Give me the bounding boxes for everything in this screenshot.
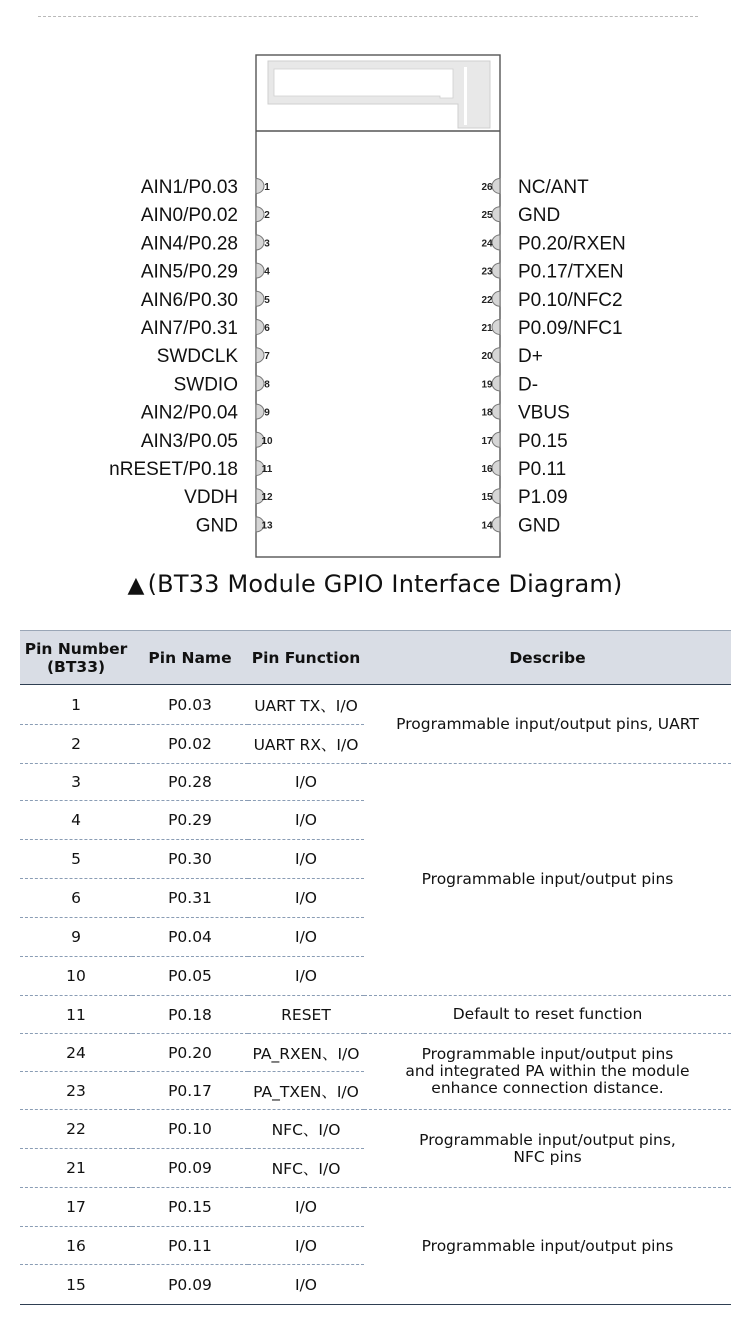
description-line: Default to reset function	[452, 1005, 643, 1023]
pin-label: nRESET/P0.18	[109, 459, 238, 480]
pin-label: NC/ANT	[518, 177, 589, 198]
pin-label: AIN7/P0.31	[140, 318, 238, 339]
left-pin	[141, 290, 270, 311]
triangle-up-icon: ▲	[127, 573, 145, 598]
pin-number: 23	[481, 266, 493, 278]
cell-pin-number: 6	[20, 879, 132, 918]
pin-label: P0.11	[518, 459, 567, 480]
cell-pin-name: P0.10	[132, 1110, 248, 1149]
header-pin-number	[20, 631, 132, 685]
cell-pin-name: P0.02	[132, 725, 248, 764]
cell-pin-number: 3	[20, 764, 132, 801]
cell-pin-name: P0.09	[132, 1149, 248, 1188]
pin-number: 12	[261, 492, 273, 504]
pin-number: 18	[481, 407, 493, 419]
pin-number: 8	[264, 379, 270, 391]
header-pin-name: Pin Name	[132, 631, 248, 685]
header-describe: Describe	[364, 631, 731, 685]
cell-description	[364, 1110, 731, 1188]
description-line: Programmable input/output pins	[421, 1045, 674, 1063]
description-line: NFC pins	[513, 1147, 582, 1166]
pin-label: P1.09	[518, 487, 568, 509]
pin-label: P0.17/TXEN	[518, 261, 624, 283]
table-row	[20, 996, 731, 1034]
cell-pin-number: 21	[20, 1149, 132, 1188]
pin-number: 17	[481, 435, 493, 447]
cell-pin-function: I/O	[248, 764, 364, 801]
description-line: enhance connection distance.	[431, 1079, 664, 1097]
pin-label: GND	[518, 205, 561, 227]
right-pin	[481, 262, 623, 283]
pin-label: AIN0/P0.02	[140, 205, 238, 227]
cell-pin-function: I/O	[248, 1265, 364, 1305]
pin-label: AIN1/P0.03	[140, 177, 238, 198]
pin-number: 10	[261, 435, 273, 447]
table-row	[20, 1034, 731, 1072]
table-row	[20, 764, 731, 801]
caption-text: (BT33 Module GPIO Interface Diagram)	[147, 570, 623, 598]
cell-pin-number: 22	[20, 1110, 132, 1149]
pin-number: 14	[481, 520, 493, 532]
pin-number: 2	[264, 210, 270, 222]
pin-label: SWDCLK	[156, 346, 238, 368]
cell-pin-name: P0.28	[132, 764, 248, 801]
cell-pin-number: 1	[20, 685, 132, 725]
pin-label: GND	[195, 515, 238, 537]
header-pin-function: Pin Function	[248, 631, 364, 685]
cell-pin-function: I/O	[248, 801, 364, 840]
pin-label: P0.20/RXEN	[518, 233, 626, 255]
cell-pin-number: 11	[20, 996, 132, 1034]
pin-number: 19	[481, 379, 493, 391]
pin-label: GND	[518, 515, 561, 537]
cell-pin-function: NFC、I/O	[248, 1110, 364, 1149]
left-pin-column	[109, 177, 273, 536]
cell-description	[364, 1188, 731, 1305]
cell-pin-function: I/O	[248, 840, 364, 879]
cell-pin-number: 9	[20, 918, 132, 957]
cell-pin-number: 16	[20, 1227, 132, 1265]
right-pin	[481, 290, 622, 311]
pin-number: 11	[261, 464, 273, 475]
table-row	[20, 685, 731, 725]
pin-number: 1	[264, 182, 270, 193]
table-header-row	[20, 631, 731, 685]
pin-number: 16	[481, 464, 493, 475]
pin-table	[20, 630, 731, 1305]
cell-pin-number: 4	[20, 801, 132, 840]
cell-description	[364, 764, 731, 996]
cell-pin-function: I/O	[248, 879, 364, 918]
cell-pin-name: P0.17	[132, 1072, 248, 1110]
description-line: Programmable input/output pins	[421, 870, 674, 888]
pin-label: AIN6/P0.30	[140, 289, 238, 311]
left-pin	[141, 262, 270, 283]
pin-label: AIN4/P0.28	[140, 233, 238, 255]
pin-label: AIN5/P0.29	[140, 261, 238, 283]
right-pin-column	[481, 177, 625, 536]
cell-pin-name: P0.05	[132, 957, 248, 996]
left-pin	[141, 403, 270, 424]
pin-label: AIN2/P0.04	[140, 402, 238, 424]
description-line: and integrated PA within the module	[405, 1062, 690, 1080]
cell-description	[364, 996, 731, 1034]
pin-label: P0.09/NFC1	[518, 318, 623, 339]
pin-label: P0.15	[518, 430, 568, 452]
cell-pin-name: P0.29	[132, 801, 248, 840]
cell-pin-number: 23	[20, 1072, 132, 1110]
right-pin	[481, 318, 622, 339]
cell-pin-name: P0.20	[132, 1034, 248, 1072]
cell-description	[364, 1034, 731, 1110]
cell-pin-function: PA_RXEN、I/O	[248, 1034, 364, 1072]
pin-number: 25	[481, 210, 493, 222]
left-pin	[141, 205, 270, 226]
pin-label: AIN3/P0.05	[140, 430, 238, 452]
cell-pin-function: RESET	[248, 996, 364, 1034]
cell-pin-number: 24	[20, 1034, 132, 1072]
cell-pin-number: 5	[20, 840, 132, 879]
pin-number: 5	[264, 294, 270, 306]
pin-number: 24	[481, 238, 493, 250]
left-pin	[141, 177, 270, 198]
header-pin-number-sub: (BT33)	[46, 657, 106, 676]
cell-description	[364, 685, 731, 764]
pin-number: 20	[481, 351, 493, 363]
cell-pin-function: I/O	[248, 1227, 364, 1265]
cell-pin-number: 2	[20, 725, 132, 764]
pin-number: 6	[264, 323, 270, 334]
pin-label: P0.10/NFC2	[518, 289, 623, 311]
cell-pin-name: P0.11	[132, 1227, 248, 1265]
pin-number: 7	[264, 351, 270, 363]
diagram-caption	[0, 570, 750, 598]
pin-number: 13	[261, 520, 273, 532]
pin-label: D+	[518, 346, 543, 368]
cell-pin-number: 17	[20, 1188, 132, 1227]
table-row	[20, 1110, 731, 1149]
module-pinout-diagram	[0, 0, 750, 565]
description-line: Programmable input/output pins, UART	[396, 714, 699, 733]
left-pin	[141, 431, 273, 452]
pin-number: 21	[481, 323, 493, 334]
pin-label: VBUS	[518, 402, 570, 424]
cell-pin-function: UART RX、I/O	[248, 725, 364, 764]
cell-pin-name: P0.09	[132, 1265, 248, 1305]
pin-label: VDDH	[184, 487, 238, 509]
table-row	[20, 1188, 731, 1227]
pin-number: 3	[264, 238, 270, 250]
pin-number: 26	[481, 182, 493, 193]
cell-pin-name: P0.18	[132, 996, 248, 1034]
pin-number: 15	[481, 492, 493, 504]
header-pin-number-label: Pin Number	[24, 639, 128, 658]
pin-number: 9	[264, 407, 270, 419]
left-pin	[157, 346, 271, 367]
cell-pin-function: I/O	[248, 957, 364, 996]
cell-pin-name: P0.15	[132, 1188, 248, 1227]
right-pin	[481, 233, 625, 254]
cell-pin-function: UART TX、I/O	[248, 685, 364, 725]
pin-label: D-	[518, 374, 539, 396]
left-pin	[141, 233, 270, 254]
description-line: Programmable input/output pins,	[419, 1130, 676, 1149]
pin-number: 4	[264, 266, 270, 278]
pin-label: SWDIO	[173, 374, 238, 396]
cell-pin-number: 15	[20, 1265, 132, 1305]
cell-pin-function: PA_TXEN、I/O	[248, 1072, 364, 1110]
left-pin	[109, 459, 273, 480]
cell-pin-name: P0.03	[132, 685, 248, 725]
cell-pin-function: I/O	[248, 918, 364, 957]
cell-pin-function: NFC、I/O	[248, 1149, 364, 1188]
cell-pin-name: P0.31	[132, 879, 248, 918]
cell-pin-name: P0.30	[132, 840, 248, 879]
left-pin	[141, 318, 270, 339]
description-line: Programmable input/output pins	[421, 1236, 674, 1255]
pin-number: 22	[481, 294, 493, 306]
cell-pin-name: P0.04	[132, 918, 248, 957]
cell-pin-function: I/O	[248, 1188, 364, 1227]
cell-pin-number: 10	[20, 957, 132, 996]
